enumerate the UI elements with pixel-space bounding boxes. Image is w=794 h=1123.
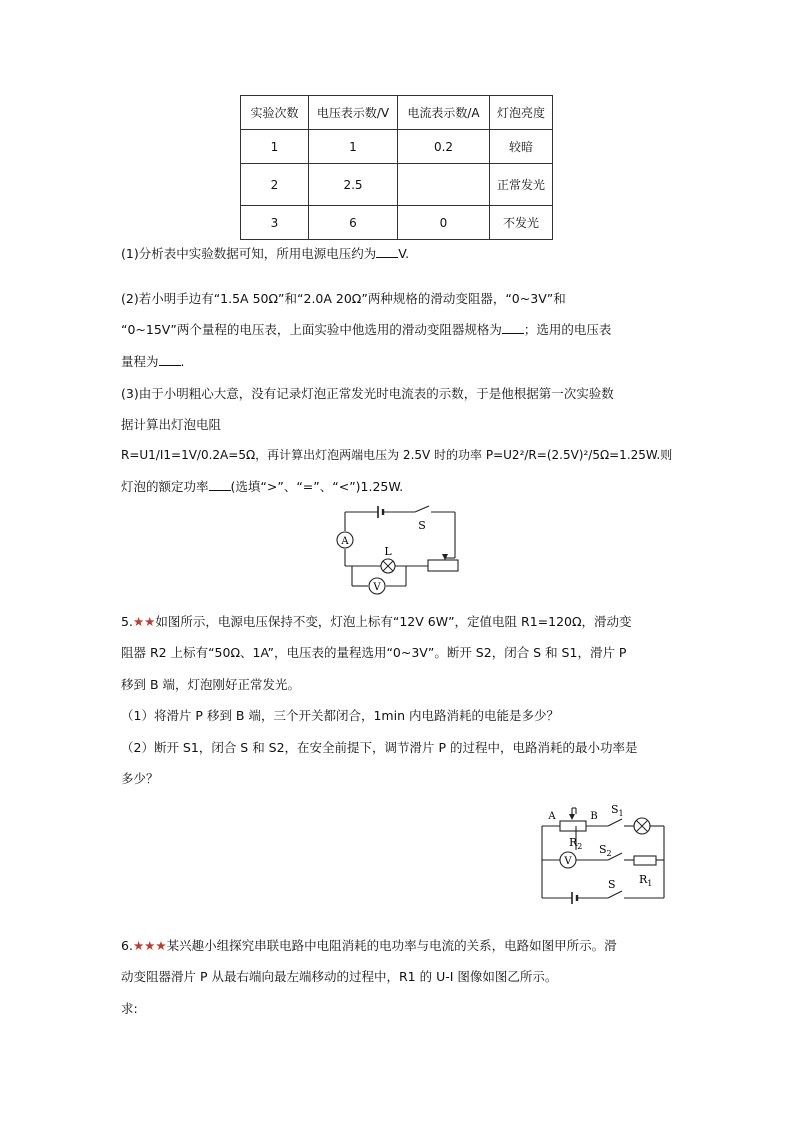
- table-cell: [398, 164, 490, 206]
- slider-arrow-icon: [442, 554, 448, 560]
- problem-5-line1: 5.★★如图所示，电源电压保持不变，灯泡上标有“12V 6W”，定值电阻 R1=120Ω，滑动变: [121, 614, 632, 629]
- question-2-line2: “0~15V”两个量程的电压表，上面实验中他选用的滑动变阻器规格为 ；选用的电压表: [121, 322, 612, 337]
- table-cell: 1: [241, 130, 309, 164]
- voltmeter-label: V: [564, 856, 572, 867]
- question-2-line3: 量程为 .: [121, 354, 185, 369]
- table-cell: 2: [241, 164, 309, 206]
- answer-blank: [502, 321, 524, 334]
- table-header: 实验次数: [241, 96, 309, 130]
- problem-6-line2: 动变阻器滑片 P 从最右端向最左端移动的过程中，R1 的 U-I 图像如图乙所示。: [121, 969, 558, 984]
- table-header: 电流表示数/A: [398, 96, 490, 130]
- circuit-diagram-1: [330, 500, 470, 598]
- s1-label: $S_1$: [611, 803, 624, 818]
- s2-label: $S_2$: [599, 843, 612, 858]
- table-cell: 0: [398, 206, 490, 240]
- question-3-line3: R=U1/I1=1V/0.2A=5Ω，再计算出灯泡两端电压为 2.5V 时的功率 P=U2²/R=(2.5V)²/5Ω=1.25W.则: [121, 448, 673, 462]
- answer-blank: [159, 353, 181, 366]
- table-cell: 2.5: [309, 164, 398, 206]
- problem-6-line3: 求:: [121, 1001, 138, 1016]
- r1-label: $R_1$: [639, 873, 653, 888]
- table-header: 电压表示数/V: [309, 96, 398, 130]
- switch-label: S: [608, 878, 616, 891]
- table-cell: 正常发光: [490, 164, 553, 206]
- slider-arrow-icon: [569, 814, 575, 820]
- difficulty-stars: ★★★: [132, 938, 167, 953]
- circuit-diagram-2: [536, 800, 672, 910]
- table-cell: 1: [309, 130, 398, 164]
- table-cell: 较暗: [490, 130, 553, 164]
- answer-blank: [376, 245, 398, 258]
- switch-label: S: [418, 519, 426, 532]
- terminal-a-label: A: [548, 811, 556, 822]
- table-cell: 不发光: [490, 206, 553, 240]
- question-2-line1: (2)若小明手边有“1.5A 50Ω”和“2.0A 20Ω”两种规格的滑动变阻器，“0~3V”和: [121, 291, 566, 306]
- problem-5-sub2-line2: 多少？: [121, 771, 159, 786]
- table-cell: 0.2: [398, 130, 490, 164]
- answer-blank: [209, 478, 231, 491]
- table-cell: 6: [309, 206, 398, 240]
- terminal-b-label: B: [590, 811, 598, 822]
- problem-6-line1: 6.★★★某兴趣小组探究串联电路中电阻消耗的电功率与电流的关系，电路如图甲所示。滑: [121, 938, 617, 953]
- experiment-table: [240, 95, 553, 240]
- voltmeter-label: V: [373, 582, 381, 593]
- ammeter-label: A: [341, 536, 349, 547]
- question-3-line2: 据计算出灯泡电阻: [121, 417, 222, 432]
- table-cell: 3: [241, 206, 309, 240]
- question-3-line4: 灯泡的额定功率 (选填“>”、“=”、“<”)1.25W.: [121, 479, 404, 494]
- problem-5-line3: 移到 B 端，灯泡刚好正常发光。: [121, 677, 301, 692]
- problem-5-sub2-line1: （2）断开 S1，闭合 S 和 S2，在安全前提下，调节滑片 P 的过程中，电路消耗的最小功率是: [121, 740, 638, 755]
- question-1: (1)分析表中实验数据可知，所用电源电压约为 V.: [121, 246, 410, 261]
- question-3-line1: (3)由于小明粗心大意，没有记录灯泡正常发光时电流表的示数，于是他根据第一次实验数: [121, 386, 614, 401]
- problem-5-line2: 阻器 R2 上标有“50Ω、1A”，电压表的量程选用“0~3V”。断开 S2，闭合 S 和 S1，滑片 P: [121, 645, 627, 660]
- difficulty-stars: ★★: [132, 614, 156, 629]
- problem-5-sub1: （1）将滑片 P 移到 B 端，三个开关都闭合，1min 内电路消耗的电能是多少？: [121, 708, 559, 723]
- r2-label: $R_2$: [569, 836, 583, 851]
- table-header: 灯泡亮度: [490, 96, 553, 130]
- lamp-label: L: [384, 545, 392, 558]
